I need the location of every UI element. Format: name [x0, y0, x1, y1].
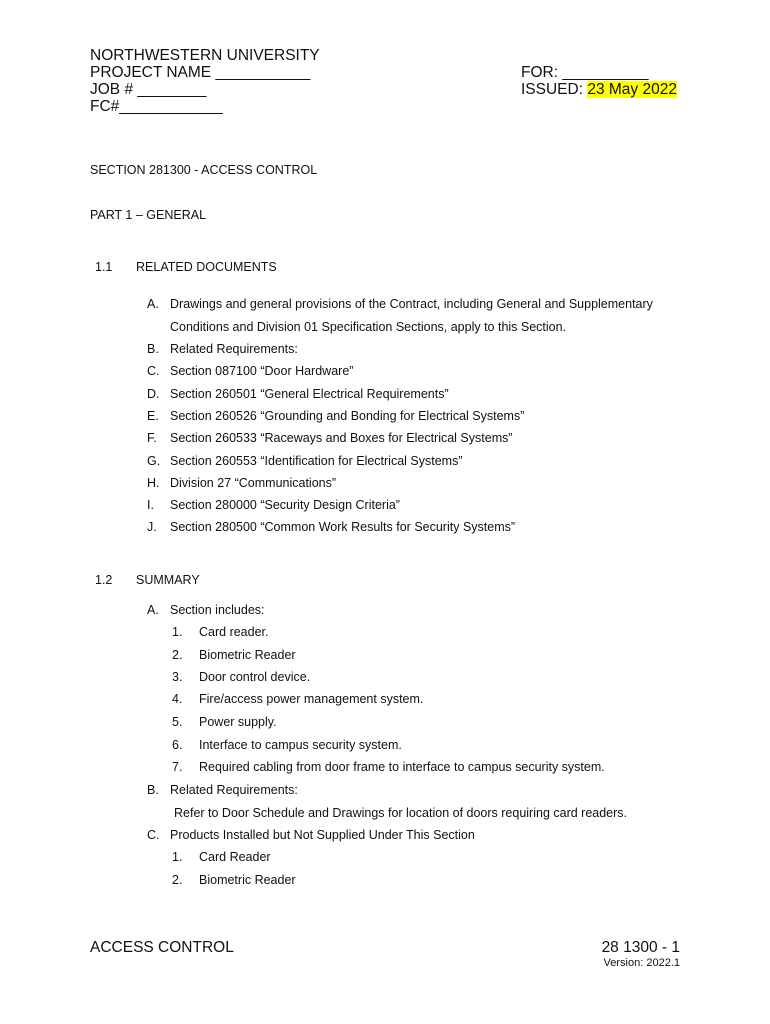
sub-item-text: Biometric Reader	[199, 873, 296, 887]
job-number-line: JOB # ________	[90, 81, 207, 98]
sub-item-number: 2.	[172, 873, 183, 887]
sub-item-text: Card Reader	[199, 850, 271, 864]
fc-number-line: FC#____________	[90, 98, 223, 115]
footer-section-name: ACCESS CONTROL	[90, 939, 234, 956]
item-text: Related Requirements:	[170, 783, 298, 797]
item-letter: D.	[147, 387, 160, 401]
item-text: Section 260501 “General Electrical Requirements”	[170, 387, 449, 401]
sub-item-text: Required cabling from door frame to interface to campus security system.	[199, 760, 605, 774]
footer-page-number: 28 1300 - 1	[601, 939, 680, 956]
item-text: Section 087100 “Door Hardware”	[170, 364, 354, 378]
issued-date: 23 May 2022	[587, 81, 677, 98]
sub-item-number: 5.	[172, 715, 183, 729]
item-letter: E.	[147, 409, 159, 423]
issued-line	[521, 81, 677, 98]
item-letter: C.	[147, 828, 160, 842]
item-text: Section 260533 “Raceways and Boxes for Electrical Systems”	[170, 431, 513, 445]
sub-item-number: 2.	[172, 648, 183, 662]
item-text: Section 260526 “Grounding and Bonding for Electrical Systems”	[170, 409, 525, 423]
item-letter: J.	[147, 520, 157, 534]
item-letter: C.	[147, 364, 160, 378]
sub-item-text: Fire/access power management system.	[199, 692, 424, 706]
item-letter: A.	[147, 297, 159, 311]
item-text: Products Installed but Not Supplied Under This Section	[170, 828, 475, 842]
sub-item-number: 1.	[172, 625, 183, 639]
sub-item-number: 1.	[172, 850, 183, 864]
project-name-line: PROJECT NAME ___________	[90, 64, 311, 81]
item-letter: A.	[147, 603, 159, 617]
sub-item-number: 7.	[172, 760, 183, 774]
article-number: 1.1	[95, 260, 113, 274]
item-text: Division 27 “Communications”	[170, 476, 337, 490]
sub-item-text: Door control device.	[199, 670, 311, 684]
item-letter: B.	[147, 783, 159, 797]
article-title: SUMMARY	[136, 573, 200, 587]
item-letter: I.	[147, 498, 154, 512]
section-title: SECTION 281300 - ACCESS CONTROL	[90, 163, 318, 177]
item-text: Section 280500 “Common Work Results for Security Systems”	[170, 520, 516, 534]
sub-item-text: Card reader.	[199, 625, 269, 639]
sub-item-number: 3.	[172, 670, 183, 684]
sub-item-text: Biometric Reader	[199, 648, 296, 662]
sub-item-number: 6.	[172, 738, 183, 752]
for-line: FOR: __________	[521, 64, 649, 81]
sub-item-text: Interface to campus security system.	[199, 738, 402, 752]
item-text: Drawings and general provisions of the Contract, including General and Supplementary	[170, 297, 653, 311]
article-title: RELATED DOCUMENTS	[136, 260, 277, 274]
item-text-continued: Conditions and Division 01 Specification Sections, apply to this Section.	[170, 320, 567, 334]
item-text: Section 280000 “Security Design Criteria”	[170, 498, 400, 512]
university-title: NORTHWESTERN UNIVERSITY	[90, 47, 320, 64]
item-text: Section includes:	[170, 603, 265, 617]
part-title: PART 1 – GENERAL	[90, 208, 207, 222]
footer-version: Version: 2022.1	[603, 957, 680, 969]
item-note: Refer to Door Schedule and Drawings for location of doors requiring card readers.	[174, 806, 628, 820]
item-letter: B.	[147, 342, 159, 356]
sub-item-text: Power supply.	[199, 715, 277, 729]
item-letter: H.	[147, 476, 160, 490]
item-letter: F.	[147, 431, 157, 445]
item-text: Section 260553 “Identification for Electrical Systems”	[170, 454, 463, 468]
article-number: 1.2	[95, 573, 113, 587]
item-letter: G.	[147, 454, 161, 468]
issued-label: ISSUED:	[521, 81, 588, 98]
item-text: Related Requirements:	[170, 342, 298, 356]
sub-item-number: 4.	[172, 692, 183, 706]
